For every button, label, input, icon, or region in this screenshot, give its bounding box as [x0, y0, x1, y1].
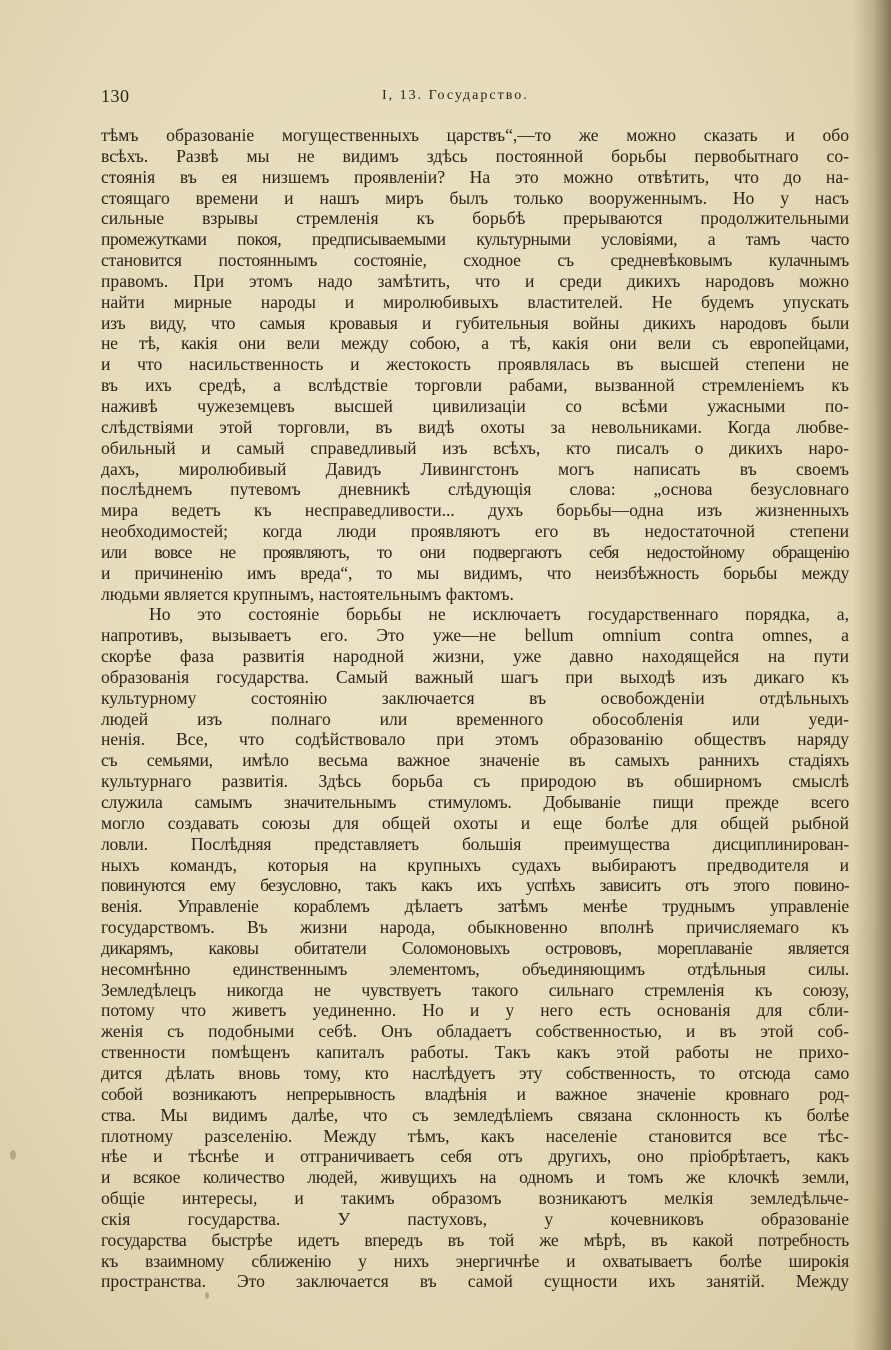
text-line: потому что живетъ уединенно. Но и у него есть основанія для сбли-	[101, 1000, 849, 1021]
page-gutter-shadow	[853, 0, 891, 1350]
text-line: ства. Мы видимъ далѣе, что съ земледѣліемъ связана склонность къ болѣе	[101, 1104, 849, 1125]
text-line: изъ виду, что самыя кровавыя и губительныя войны дикихъ народовъ были	[101, 312, 849, 333]
text-line: венія. Управленіе кораблемъ дѣлаетъ затѣмъ менѣе труднымъ управленіе	[101, 896, 849, 917]
running-head: I, 13. Государство.	[382, 88, 529, 103]
text-line: Но это состояніе борьбы не исключаетъ государственнаго порядка, а,	[149, 604, 849, 625]
text-line: нѣе и тѣснѣе и отграничиваетъ себя отъ другихъ, оно пріобрѣтаетъ, какъ	[101, 1146, 849, 1167]
text-line: необходимостей; когда люди проявляютъ его въ недостаточной степени	[101, 521, 849, 542]
body-text	[101, 125, 849, 1292]
text-line: стоящаго времени и нашъ миръ былъ только вооруженнымъ. Но у насъ	[101, 187, 849, 208]
text-line: послѣднемъ путевомъ дневникѣ слѣдующія слова: „основа безусловнаго	[101, 479, 849, 500]
text-line: или вовсе не проявляютъ, то они подвергаютъ себя недостойному обращенію	[101, 541, 849, 562]
text-line: пространства. Это заключается въ самой сущности ихъ занятій. Между	[101, 1271, 849, 1292]
page-number: 130	[101, 86, 130, 106]
text-line: къ взаимному сближенію у нихъ энергичнѣе и охватываетъ болѣе широкія	[101, 1250, 849, 1271]
text-line: съ семьями, имѣло весьма важное значеніе въ самыхъ раннихъ стадіяхъ	[101, 750, 849, 771]
text-line: государствомъ. Въ жизни народа, обыкновенно вполнѣ причисляемаго къ	[101, 917, 849, 938]
text-line: промежутками покоя, предписываемыми культурными условіями, а тамъ часто	[101, 229, 849, 250]
text-line: повинуются ему безусловно, такъ какъ ихъ успѣхъ зависитъ отъ этого повино-	[101, 875, 849, 896]
text-line: всѣхъ. Развѣ мы не видимъ здѣсь постоянной борьбы первобытнаго со-	[101, 145, 849, 166]
text-line: не тѣ, какія они вели между собою, а тѣ, какія они вели съ европейцами,	[101, 333, 849, 354]
text-line: служила самымъ значительнымъ стимуломъ. Добываніе пищи прежде всего	[101, 792, 849, 812]
paragraph-1	[101, 125, 849, 604]
text-line: ненія. Все, что содѣйствовало при этомъ образованію обществъ наряду	[101, 729, 849, 750]
text-line: культурнаго развитія. Здѣсь борьба съ природою въ обширномъ смыслѣ	[101, 771, 849, 792]
text-line: дикарямъ, каковы обитатели Соломоновыхъ острововъ, мореплаваніе является	[101, 937, 849, 958]
text-line: наживѣ чужеземцевъ высшей цивилизаціи со всѣми ужасными по-	[101, 395, 849, 416]
text-line: и причиненію имъ вреда“, то мы видимъ, что неизбѣжность борьбы между	[101, 562, 849, 583]
text-line: и всякое количество людей, живущихъ на одномъ и томъ же клочкѣ земли,	[101, 1167, 849, 1188]
text-line: ственности помѣщенъ капиталъ работы. Такъ какъ этой работы не прихо-	[101, 1042, 849, 1063]
text-line: становится постояннымъ состояніе, сходное съ средневѣковымъ кулачнымъ	[101, 250, 849, 271]
text-line: государства быстрѣе идетъ впередъ въ той же мѣрѣ, въ какой потребность	[101, 1229, 849, 1250]
text-line: обильный и самый справедливый изъ всѣхъ, кто писалъ о дикихъ наро-	[101, 437, 849, 458]
text-line: женія съ подобными себѣ. Онъ обладаетъ собственностью, и въ этой соб-	[101, 1021, 849, 1042]
text-line: плотному разселенію. Между тѣмъ, какъ населеніе становится все тѣс-	[101, 1125, 849, 1146]
text-line: людей изъ полнаго или временного обособленія или уеди-	[101, 708, 849, 729]
text-line: общіе интересы, и такимъ образомъ возникаютъ мелкія земледѣльче-	[101, 1188, 849, 1209]
text-line: могло создавать союзы для общей охоты и еще болѣе для общей рыбной	[101, 812, 849, 833]
text-line: собой возникаютъ непрерывность владѣнія и важное значеніе кровнаго род-	[101, 1083, 849, 1104]
text-line: сильные взрывы стремленія къ борьбѣ прерываются продолжительными	[101, 208, 849, 229]
text-line: скорѣе фаза развитія народной жизни, уже давно находящейся на пути	[101, 646, 849, 667]
paper-stain	[205, 1292, 209, 1299]
text-line: тѣмъ образованіе могущественныхъ царствъ“,—то же можно сказать и обо	[101, 125, 849, 145]
text-line: найти мирные народы и миролюбивыхъ властителей. Не будемъ упускать	[101, 291, 849, 312]
text-line: правомъ. При этомъ надо замѣтить, что и среди дикихъ народовъ можно	[101, 270, 849, 291]
text-line: скія государства. У пастуховъ, у кочевниковъ образованіе	[101, 1208, 849, 1229]
text-line: дахъ, миролюбивый Давидъ Ливингстонъ могъ написать въ своемъ	[101, 458, 849, 479]
text-line: людьми является крупнымъ, настоятельнымъ фактомъ.	[101, 583, 514, 604]
text-line: стоянія въ ея низшемъ проявленіи? На это можно отвѣтить, что до на-	[101, 166, 849, 187]
text-line: и что насильственность и жестокость проявлялась въ высшей степени не	[101, 354, 849, 375]
text-line: дится дѣлать вновь тому, кто наслѣдуетъ эту собственность, то отсюда само	[101, 1062, 849, 1083]
text-line: мира ведетъ къ несправедливости... духъ борьбы—одна изъ жизненныхъ	[101, 500, 849, 521]
text-line: въ ихъ средѣ, а вслѣдствіе торговли рабами, вызванной стремленіемъ къ	[101, 375, 849, 396]
text-line: культурному состоянію заключается въ освобожденіи отдѣльныхъ	[101, 687, 849, 708]
text-line: напротивъ, вызываетъ его. Это уже—не bellum omnium contra omnes, а	[101, 625, 849, 646]
text-line: слѣдствіями этой торговли, въ видѣ охоты за невольниками. Когда любве-	[101, 416, 849, 437]
text-line: Земледѣлецъ никогда не чувствуетъ такого сильнаго стремленія къ союзу,	[101, 979, 849, 1000]
text-line: несомнѣнно единственнымъ элементомъ, объединяющимъ отдѣльныя силы.	[101, 958, 849, 979]
text-line: ловли. Послѣдняя представляетъ большія преимущества дисциплинирован-	[101, 833, 849, 854]
text-line: ныхъ командъ, которыя на крупныхъ судахъ выбираютъ предводителя и	[101, 854, 849, 875]
text-line: образованія государства. Самый важный шагъ при выходѣ изъ дикаго къ	[101, 666, 849, 687]
paragraph-2	[101, 604, 849, 1292]
paper-stain	[10, 1150, 16, 1160]
